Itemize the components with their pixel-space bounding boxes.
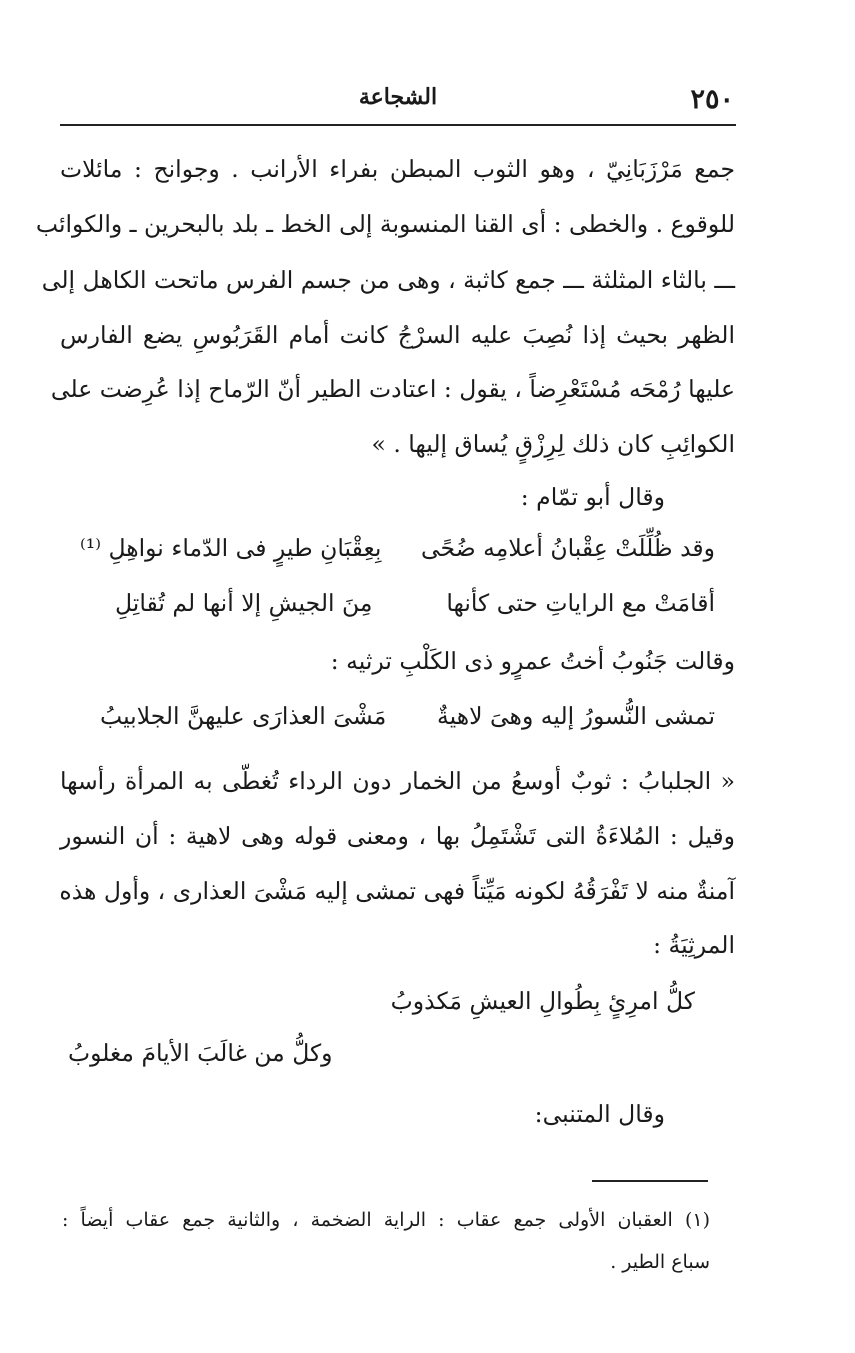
footnote-line: (١) العقبان الأولى جمع عقاب : الراية الضخمة ، والثانية جمع عقاب أيضاً : [62,1209,710,1231]
prose-line: ـــ بالثاء المثلثة ـــ جمع كاثبة ، وهى من جسم الفرس ماتحت الكاهل إلى [41,266,735,294]
prose-line: المرثِيَةُ : [653,931,735,959]
prose-line: الكوائِبِ كان ذلك لِرِزْقٍ يُساق إليها . » [371,430,735,458]
prose-line: جمع مَرْزَبَانِيّ ، وهو الثوب المبطن بفراء الأرانب . وجوانح : مائلات [60,155,735,183]
verse-hemistich-first: وقد ظُلِّلَتْ عِقْبانُ أعلامِه ضُحًى [420,534,715,562]
verse-hemistich-first: كلُّ امرِئٍ بِطُوالِ العيشِ مَكذوبُ [390,987,695,1015]
prose-line: « الجلبابُ : ثوبٌ أوسعُ من الخمار دون الرداء تُغطّى به المرأة رأسها [60,767,735,795]
prose-line: للوقوع . والخطى : أى القنا المنسوبة إلى الخط ـ بلد بالبحرين ـ والكوائب [35,210,735,238]
header-rule [60,124,736,126]
verse-hemistich-second: بِعِقْبَانِ طيرٍ فى الدّماء نواهِلِ ⁽¹⁾ [80,534,382,562]
footnote-rule [592,1180,708,1182]
verse-hemistich-second: وكلُّ من غالَبَ الأيامَ مغلوبُ [68,1039,333,1067]
verse-line [60,702,715,737]
verse-line [60,534,715,569]
verse-hemistich-first: تمشى النُّسورُ إليه وهىَ لاهيةٌ [437,702,715,730]
prose-line: عليها رُمْحَه مُسْتَعْرِضاً ، يقول : اعتادت الطير أنّ الرّماح إذا عُرِضت على [50,375,735,403]
poet-intro: وقال أبو تمّام : [520,483,665,511]
prose-line: آمنةٌ منه لا تَفْرَقُهُ لكونه مَيِّتاً فهى تمشى إليه مَشْىَ العذارى ، وأول هذه [59,877,735,905]
verse-hemistich-second: مَشْىَ العذارَى عليهنَّ الجلابيبُ [100,702,387,730]
page-number: ٢٥٠ [690,84,734,115]
poet-intro: وقالت جَنُوبُ أختُ عمرٍو ذى الكَلْبِ ترثيه : [330,647,735,675]
running-title: الشجاعة [358,84,438,110]
verse-line [60,589,715,624]
page-header [62,80,734,120]
verse-hemistich-second: مِنَ الجيشِ إلا أنها لم تُقاتِلِ [115,589,373,617]
poet-intro: وقال المتنبى: [534,1100,665,1128]
footnote-line: سباع الطير . [610,1251,710,1273]
verse-hemistich-first: أقامَتْ مع الراياتِ حتى كأنها [446,589,715,617]
prose-line: الظهر بحيث إذا نُصِبَ عليه السرْجُ كانت أمام القَرَبُوسِ يضع الفارس [60,321,735,349]
prose-line: وقيل : المُلاءَةُ التى تَشْتَمِلُ بها ، ومعنى قوله وهى لاهية : أن النسور [60,822,735,850]
